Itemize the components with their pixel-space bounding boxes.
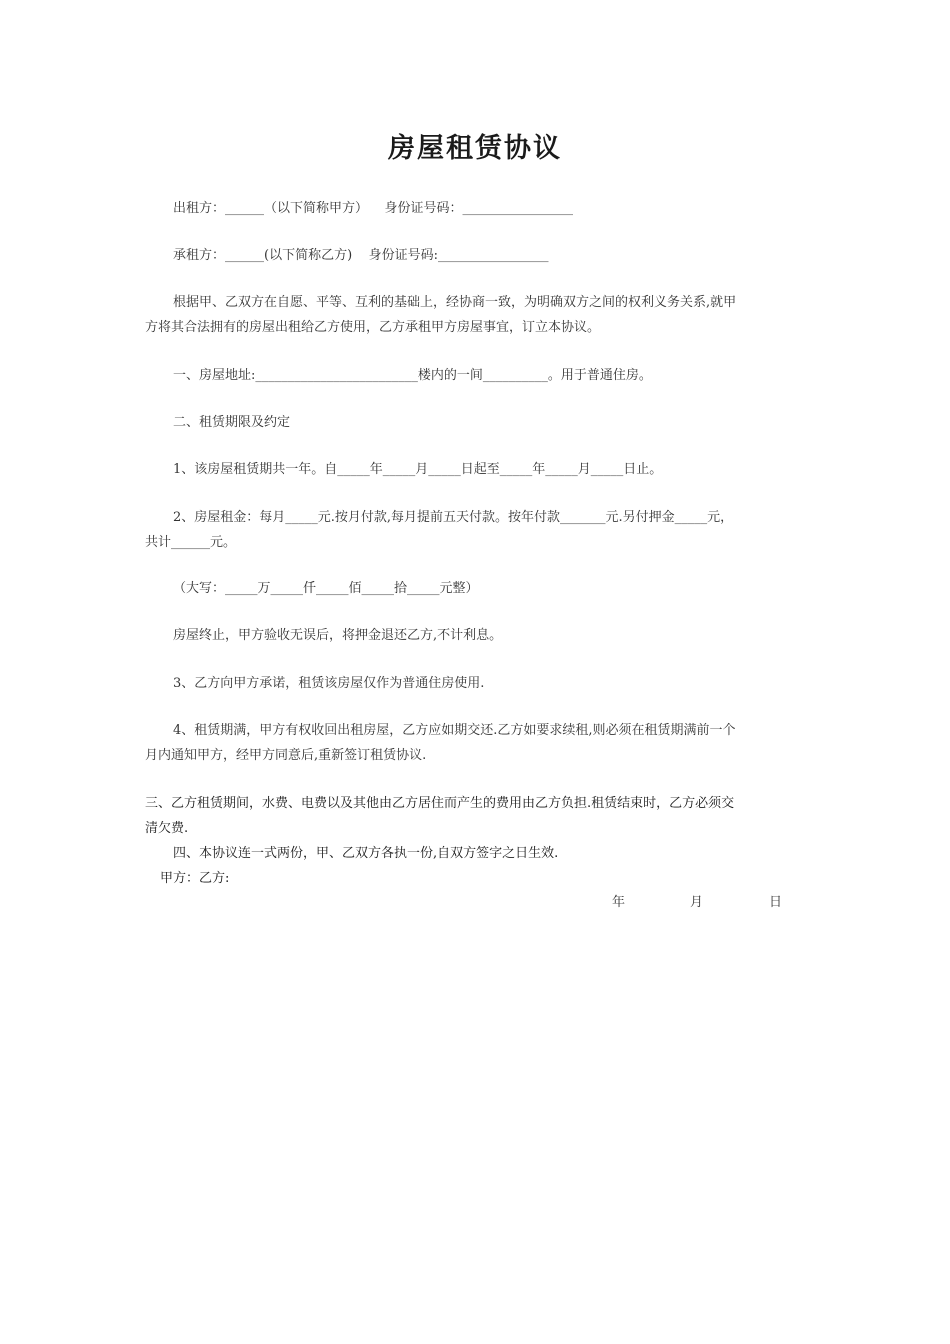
lease-term-line: 1、该房屋租赁期共一年。自_____年_____月_____日起至_____年_____月_____日止。 [173, 462, 663, 477]
rent-line-2: 共计______元。 [145, 535, 237, 550]
address-line: 一、房屋地址:_________________________楼内的一间__________。用于普通住房。 [173, 368, 652, 383]
item-4-line-1: 4、租赁期满，甲方有权收回出租房屋，乙方应如期交还.乙方如要求续租,则必须在租赁期满前一个 [173, 723, 736, 738]
deposit-line: 房屋终止，甲方验收无误后，将押金退还乙方,不计利息。 [173, 628, 503, 643]
section-4-line: 四、本协议连一式两份，甲、乙双方各执一份,自双方签字之日生效. [173, 846, 559, 861]
date-year: 年 [612, 895, 626, 910]
document-title: 房屋租赁协议 [388, 133, 562, 164]
item-3-line: 3、乙方向甲方承诺，租赁该房屋仅作为普通住房使用. [173, 676, 485, 691]
signature-line: 甲方：乙方: [160, 871, 230, 886]
section-3-line-2: 清欠费. [145, 821, 189, 836]
capital-amount-line: （大写：_____万_____仟_____佰_____拾_____元整） [173, 581, 479, 596]
section-2-heading: 二、租赁期限及约定 [173, 415, 291, 430]
section-3-line-1: 三、乙方租赁期间，水费、电费以及其他由乙方居住而产生的费用由乙方负担.租赁结束时，乙方必须交 [145, 796, 735, 811]
date-day: 日 [769, 895, 783, 910]
preamble-line-2: 方将其合法拥有的房屋出租给乙方使用，乙方承租甲方房屋事宜，订立本协议。 [145, 320, 601, 335]
item-4-line-2: 月内通知甲方，经甲方同意后,重新签订租赁协议. [145, 748, 427, 763]
date-month: 月 [690, 895, 704, 910]
preamble-line-1: 根据甲、乙双方在自愿、平等、互利的基础上，经协商一致，为明确双方之间的权利义务关系,就甲 [173, 295, 737, 310]
rent-line-1: 2、房屋租金：每月_____元.按月付款,每月提前五天付款。按年付款_______元.另付押金_____元， [173, 510, 734, 525]
lessee-line: 承租方：______(以下简称乙方) 身份证号码:_________________ [173, 248, 549, 263]
lessor-line: 出租方：______（以下简称甲方） 身份证号码：_________________ [173, 201, 574, 216]
